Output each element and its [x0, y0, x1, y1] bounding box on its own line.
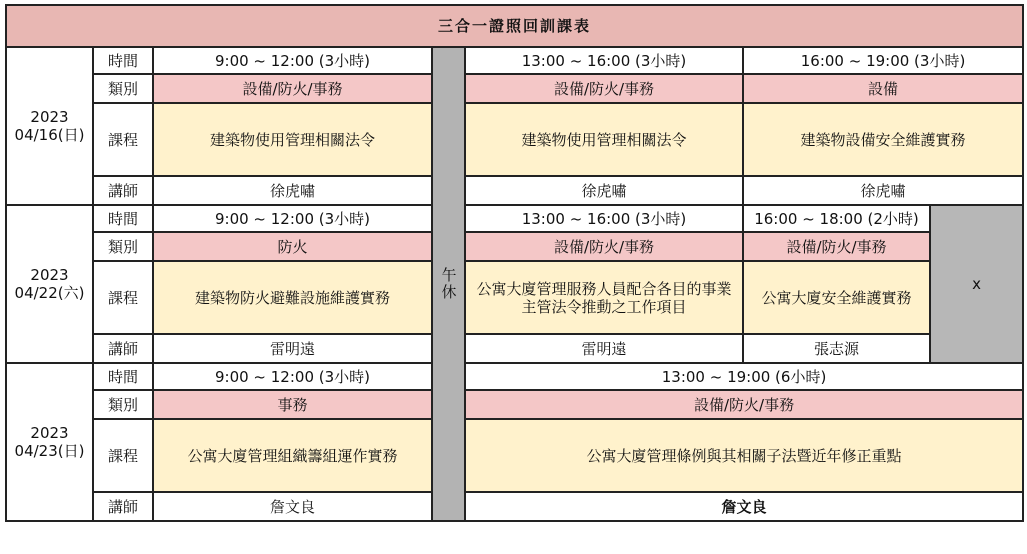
day1-s3-teacher: 徐虎嘯 — [743, 176, 1023, 205]
day1-s3-time: 16:00 ~ 19:00 (3小時) — [743, 47, 1023, 74]
day2-s1-course: 建築物防火避難設施維護實務 — [153, 261, 432, 334]
label-category: 類別 — [93, 390, 153, 419]
day1-course-row — [6, 103, 1023, 176]
day2-s1-time: 9:00 ~ 12:00 (3小時) — [153, 205, 432, 232]
day2-s3-category: 設備/防火/事務 — [743, 232, 930, 261]
page-title: 三合一證照回訓課表 — [6, 5, 1023, 47]
day1-category-row — [6, 74, 1023, 103]
day2-date: 04/22(六) — [14, 284, 85, 302]
day3-course-row — [6, 419, 1023, 492]
day2-s2-category: 設備/防火/事務 — [465, 232, 743, 261]
day3-date: 04/23(日) — [14, 442, 85, 460]
day3-s1-category: 事務 — [153, 390, 432, 419]
day1-teacher-row — [6, 176, 1023, 205]
day1-date: 04/16(日) — [14, 126, 85, 144]
label-time: 時間 — [93, 47, 153, 74]
day2-s2-teacher: 雷明遠 — [465, 334, 743, 363]
day1-time-row — [6, 47, 1023, 74]
day1-date-cell — [6, 47, 93, 205]
day3-s1-course: 公寓大廈管理組織籌組運作實務 — [153, 419, 432, 492]
day2-empty-slot: x — [930, 205, 1023, 363]
day2-category-row — [6, 232, 1023, 261]
label-time: 時間 — [93, 363, 153, 390]
day3-category-row — [6, 390, 1023, 419]
day2-time-row — [6, 205, 1023, 232]
day3-year: 2023 — [30, 424, 69, 442]
label-time: 時間 — [93, 205, 153, 232]
label-course: 課程 — [93, 419, 153, 492]
schedule-wrapper — [5, 4, 1024, 522]
day1-s2-time: 13:00 ~ 16:00 (3小時) — [465, 47, 743, 74]
label-teacher: 講師 — [93, 334, 153, 363]
day2-s3-teacher: 張志源 — [743, 334, 930, 363]
day3-s1-teacher: 詹文良 — [153, 492, 432, 521]
day3-s2-teacher: 詹文良 — [465, 492, 1023, 521]
lunch-break-column: 午休 — [432, 47, 465, 521]
day3-s2-course: 公寓大廈管理條例與其相關子法暨近年修正重點 — [465, 419, 1023, 492]
day2-s1-category: 防火 — [153, 232, 432, 261]
day1-s2-course: 建築物使用管理相關法令 — [465, 103, 743, 176]
day3-s2-category: 設備/防火/事務 — [465, 390, 1023, 419]
label-category: 類別 — [93, 232, 153, 261]
day3-teacher-row — [6, 492, 1023, 521]
day2-s2-time: 13:00 ~ 16:00 (3小時) — [465, 205, 743, 232]
day1-s3-category: 設備 — [743, 74, 1023, 103]
day2-course-row — [6, 261, 1023, 334]
day1-s3-course: 建築物設備安全維護實務 — [743, 103, 1023, 176]
label-course: 課程 — [93, 103, 153, 176]
day2-s2-course: 公寓大廈管理服務人員配合各目的事業主管法令推動之工作項目 — [465, 261, 743, 334]
label-category: 類別 — [93, 74, 153, 103]
label-course: 課程 — [93, 261, 153, 334]
day2-year: 2023 — [30, 266, 69, 284]
day2-teacher-row — [6, 334, 1023, 363]
day1-s1-course: 建築物使用管理相關法令 — [153, 103, 432, 176]
day2-s3-time: 16:00 ~ 18:00 (2小時) — [743, 205, 930, 232]
title-row — [6, 5, 1023, 47]
day3-s1-time: 9:00 ~ 12:00 (3小時) — [153, 363, 432, 390]
day3-time-row — [6, 363, 1023, 390]
day2-date-cell — [6, 205, 93, 363]
day1-year: 2023 — [30, 108, 69, 126]
day2-s1-teacher: 雷明遠 — [153, 334, 432, 363]
schedule-table — [5, 4, 1024, 522]
day1-s1-teacher: 徐虎嘯 — [153, 176, 432, 205]
day1-s1-time: 9:00 ~ 12:00 (3小時) — [153, 47, 432, 74]
label-teacher: 講師 — [93, 176, 153, 205]
day1-s1-category: 設備/防火/事務 — [153, 74, 432, 103]
day3-date-cell — [6, 363, 93, 521]
day3-s2-time: 13:00 ~ 19:00 (6小時) — [465, 363, 1023, 390]
day2-s3-course: 公寓大廈安全維護實務 — [743, 261, 930, 334]
label-teacher: 講師 — [93, 492, 153, 521]
day1-s2-teacher: 徐虎嘯 — [465, 176, 743, 205]
day1-s2-category: 設備/防火/事務 — [465, 74, 743, 103]
